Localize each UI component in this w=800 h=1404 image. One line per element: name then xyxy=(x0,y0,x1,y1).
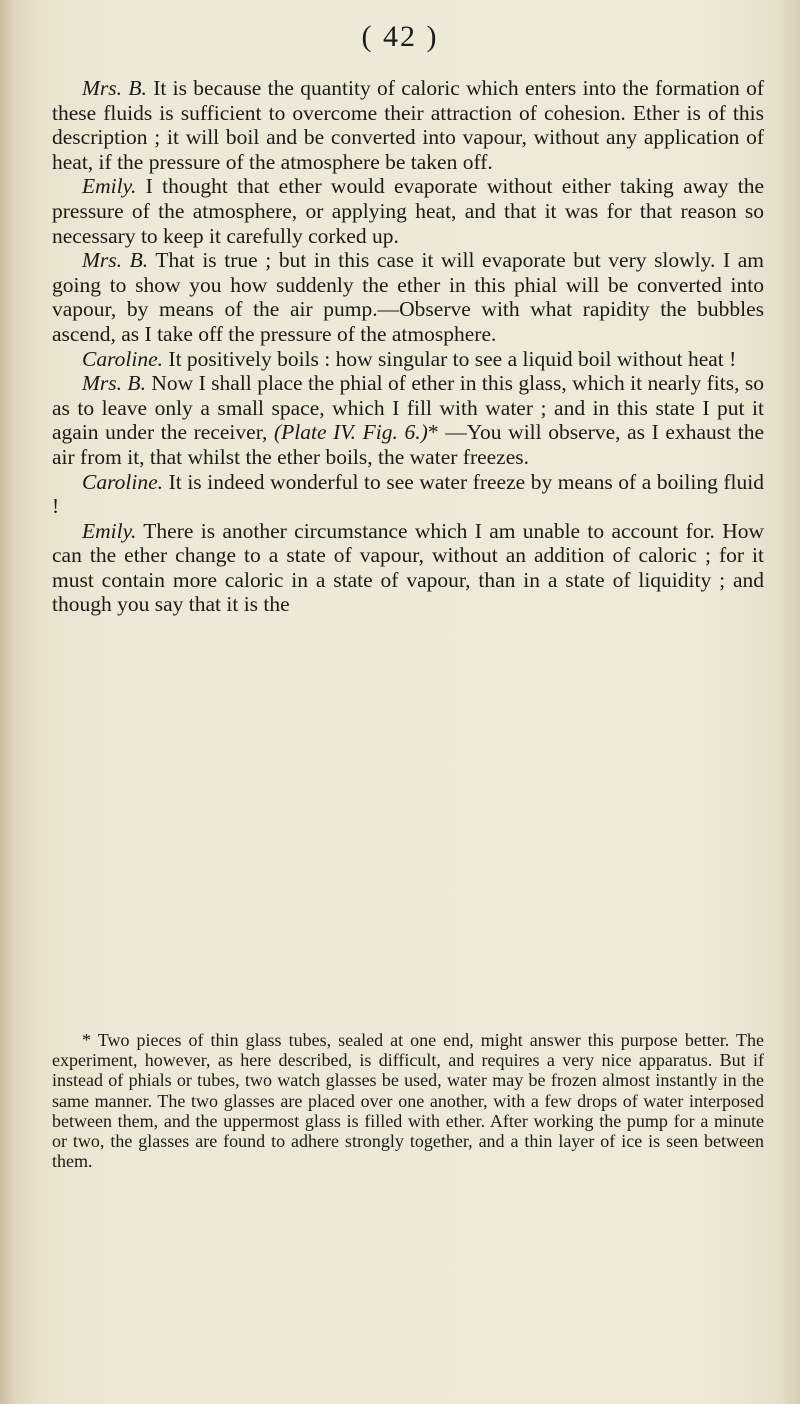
speaker-name: Emily. xyxy=(82,174,137,199)
dialogue-text: It is indeed wonderful to see water freeze by means of a boiling fluid ! xyxy=(52,469,764,519)
footnote-mark: * xyxy=(427,420,439,445)
speaker-name: Caroline. xyxy=(82,469,164,494)
speaker-name: Mrs. B. xyxy=(82,248,149,273)
page-gutter-shadow xyxy=(0,0,14,1404)
speaker-name: Mrs. B. xyxy=(82,371,146,396)
dialogue-text: It is because the quantity of caloric which enters into the formation of these fluids is sufficient to overcome their attraction of cohesion. Ether is of this description ; it will boil and be converted into vapour, without any application of heat, if the pressure of the atmosphere be taken off. xyxy=(52,76,765,174)
speaker-name: Mrs. B. xyxy=(82,76,147,100)
paragraph-2 xyxy=(52,174,764,248)
speaker-name: Emily. xyxy=(82,518,137,543)
dialogue-text: I thought that ether would evaporate without either taking away the pressure of the atmosphere, or applying heat, and that it was for that reason so necessary to keep it carefully corked up. xyxy=(52,174,765,248)
footnote xyxy=(52,1030,764,1171)
paragraph-1 xyxy=(52,76,764,174)
dialogue-text: It positively boils : how singular to see a liquid boil without heat ! xyxy=(168,346,737,371)
footnote-text: Two pieces of thin glass tubes, sealed at one end, might answer this purpose better. The experiment, however, as here described, is difficult, and requires a very nice apparatus. But if instead of phials or tubes, two watch glasses be used, water may be frozen almost instantly in the same manner. The two glasses are placed over one another, with a few drops of water interposed between them, and the uppermost glass is filled with ether. After working the pump for a minute or two, the glasses are found to adhere strongly together, and a thin layer of ice is seen between them. xyxy=(52,1030,764,1172)
paragraph-6 xyxy=(52,470,764,519)
paragraph-7 xyxy=(52,519,764,617)
dialogue-text: There is another circumstance which I am unable to account for. How can the ether change to a state of vapour, without an addition of caloric ; for it must contain more caloric in a state of vapour, than in a state of liquidity ; and though you say that it is the xyxy=(52,518,764,617)
paragraph-4 xyxy=(52,347,764,372)
speaker-name: Caroline. xyxy=(82,346,164,371)
paragraph-3 xyxy=(52,248,764,346)
page-number: ( 42 ) xyxy=(361,20,439,53)
body-text xyxy=(52,76,764,617)
dialogue-text: Now I shall place the phial of ether in this glass, which it nearly fits, so as to leave only a small space, which I fill with water ; and in this state I put it again under the receiver, xyxy=(52,371,765,445)
dialogue-text: —You will observe, as I exhaust the air from it, that whilst the ether boils, the water freezes. xyxy=(52,420,764,469)
paragraph-5 xyxy=(52,371,764,469)
plate-reference: (Plate IV. Fig. 6.) xyxy=(274,420,428,445)
dialogue-text: That is true ; but in this case it will evaporate but very slowly. I am going to show you how suddenly the ether in this phial will be converted into vapour, by means of the air pump.—Observe with what rapidity the bubbles ascend, as I take off the pressure of the atmosphere. xyxy=(52,248,764,346)
footnote-mark: * xyxy=(82,1030,91,1050)
